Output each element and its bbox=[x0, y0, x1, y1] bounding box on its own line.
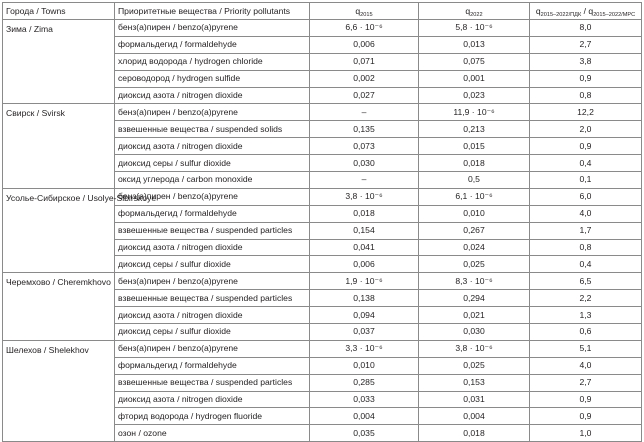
q2015-cell: 0,135 bbox=[310, 121, 419, 138]
q2015-cell: – bbox=[310, 104, 419, 121]
table-body bbox=[3, 20, 642, 442]
q2022-cell: 0,004 bbox=[419, 408, 530, 425]
header-q2022-sub: 2022 bbox=[470, 11, 483, 18]
pollutant-cell: диоксид азота / nitrogen dioxide bbox=[115, 307, 310, 324]
pollutant-cell: формальдегид / formaldehyde bbox=[115, 205, 310, 222]
q2022-cell: 0,5 bbox=[419, 172, 530, 189]
ratio-cell: 1,0 bbox=[530, 425, 642, 442]
q2022-cell: 0,267 bbox=[419, 222, 530, 239]
pollutant-cell: бенз(а)пирен / benzo(a)pyrene bbox=[115, 20, 310, 37]
table-row bbox=[3, 104, 642, 121]
q2022-cell: 0,294 bbox=[419, 290, 530, 307]
header-row bbox=[3, 3, 642, 20]
ratio-cell: 3,8 bbox=[530, 53, 642, 70]
q2022-cell: 8,3 · 10⁻⁶ bbox=[419, 273, 530, 290]
q2015-cell: 3,8 · 10⁻⁶ bbox=[310, 188, 419, 205]
ratio-cell: 12,2 bbox=[530, 104, 642, 121]
header-q2022 bbox=[419, 3, 530, 20]
ratio-cell: 4,0 bbox=[530, 205, 642, 222]
town-cell: Зима / Zima bbox=[3, 20, 115, 104]
pollutant-cell: фторид водорода / hydrogen fluoride bbox=[115, 408, 310, 425]
pollutant-cell: бенз(а)пирен / benzo(a)pyrene bbox=[115, 104, 310, 121]
pollutant-table-container bbox=[2, 2, 641, 442]
q2022-cell: 0,024 bbox=[419, 239, 530, 256]
q2022-cell: 11,9 · 10⁻⁶ bbox=[419, 104, 530, 121]
ratio-cell: 0,9 bbox=[530, 408, 642, 425]
q2022-cell: 0,021 bbox=[419, 307, 530, 324]
ratio-cell: 8,0 bbox=[530, 20, 642, 37]
q2015-cell: 0,035 bbox=[310, 425, 419, 442]
q2022-cell: 0,018 bbox=[419, 155, 530, 172]
q2022-cell: 0,031 bbox=[419, 391, 530, 408]
q2022-cell: 3,8 · 10⁻⁶ bbox=[419, 340, 530, 357]
town-cell: Шелехов / Shelekhov bbox=[3, 340, 115, 441]
q2015-cell: 0,030 bbox=[310, 155, 419, 172]
q2015-cell: 0,010 bbox=[310, 357, 419, 374]
pollutant-cell: диоксид азота / nitrogen dioxide bbox=[115, 239, 310, 256]
ratio-cell: 5,1 bbox=[530, 340, 642, 357]
ratio-cell: 0,1 bbox=[530, 172, 642, 189]
pollutant-cell: хлорид водорода / hydrogen chloride bbox=[115, 53, 310, 70]
header-q2015-sub: 2015 bbox=[360, 11, 373, 18]
pollutant-cell: бенз(а)пирен / benzo(a)pyrene bbox=[115, 188, 310, 205]
ratio-cell: 0,8 bbox=[530, 239, 642, 256]
header-q2015-base: q bbox=[355, 5, 361, 16]
q2015-cell: 0,071 bbox=[310, 53, 419, 70]
ratio-cell: 0,4 bbox=[530, 256, 642, 273]
q2015-cell: 0,002 bbox=[310, 70, 419, 87]
pollutant-cell: взвешенные вещества / suspended solids bbox=[115, 121, 310, 138]
ratio-cell: 6,0 bbox=[530, 188, 642, 205]
q2015-cell: 0,073 bbox=[310, 138, 419, 155]
q2022-cell: 0,010 bbox=[419, 205, 530, 222]
ratio-cell: 2,7 bbox=[530, 374, 642, 391]
header-ratio-sep: / q bbox=[581, 5, 594, 16]
pollutant-cell: бенз(а)пирен / benzo(a)pyrene bbox=[115, 273, 310, 290]
q2022-cell: 0,013 bbox=[419, 36, 530, 53]
header-ratio bbox=[530, 3, 642, 20]
header-ratio-sub-mpc: 2015–2022/MPC bbox=[593, 11, 636, 18]
q2022-cell: 0,018 bbox=[419, 425, 530, 442]
q2015-cell: 6,6 · 10⁻⁶ bbox=[310, 20, 419, 37]
q2022-cell: 0,030 bbox=[419, 324, 530, 341]
table-row bbox=[3, 20, 642, 37]
q2015-cell: 0,285 bbox=[310, 374, 419, 391]
header-pollutants: Приоритетные вещества / Priority pollutants bbox=[115, 3, 310, 20]
table-row bbox=[3, 273, 642, 290]
q2015-cell: 1,9 · 10⁻⁶ bbox=[310, 273, 419, 290]
header-q2015 bbox=[310, 3, 419, 20]
q2015-cell: 0,094 bbox=[310, 307, 419, 324]
pollutant-cell: взвешенные вещества / suspended particles bbox=[115, 290, 310, 307]
pollutant-cell: сероводород / hydrogen sulfide bbox=[115, 70, 310, 87]
q2015-cell: 0,006 bbox=[310, 256, 419, 273]
q2015-cell: 0,033 bbox=[310, 391, 419, 408]
q2022-cell: 0,213 bbox=[419, 121, 530, 138]
header-ratio-sub-pdk: 2015–2022/ПДК bbox=[540, 11, 582, 18]
pollutant-cell: озон / ozone bbox=[115, 425, 310, 442]
ratio-cell: 1,3 bbox=[530, 307, 642, 324]
q2022-cell: 5,8 · 10⁻⁶ bbox=[419, 20, 530, 37]
q2015-cell: 0,154 bbox=[310, 222, 419, 239]
ratio-cell: 2,0 bbox=[530, 121, 642, 138]
table-row bbox=[3, 188, 642, 205]
town-cell: Черемхово / Cheremkhovo bbox=[3, 273, 115, 341]
ratio-cell: 6,5 bbox=[530, 273, 642, 290]
q2022-cell: 0,025 bbox=[419, 357, 530, 374]
q2015-cell: 0,004 bbox=[310, 408, 419, 425]
q2022-cell: 0,075 bbox=[419, 53, 530, 70]
town-cell: Свирск / Svirsk bbox=[3, 104, 115, 188]
pollutant-cell: диоксид азота / nitrogen dioxide bbox=[115, 391, 310, 408]
q2022-cell: 0,015 bbox=[419, 138, 530, 155]
pollutant-cell: оксид углерода / carbon monoxide bbox=[115, 172, 310, 189]
pollutant-cell: бенз(а)пирен / benzo(a)pyrene bbox=[115, 340, 310, 357]
pollutant-table bbox=[2, 2, 642, 442]
q2015-cell: 0,027 bbox=[310, 87, 419, 104]
q2015-cell: 0,138 bbox=[310, 290, 419, 307]
q2022-cell: 0,153 bbox=[419, 374, 530, 391]
q2015-cell: 0,018 bbox=[310, 205, 419, 222]
pollutant-cell: диоксид азота / nitrogen dioxide bbox=[115, 87, 310, 104]
pollutant-cell: диоксид серы / sulfur dioxide bbox=[115, 256, 310, 273]
pollutant-cell: диоксид азота / nitrogen dioxide bbox=[115, 138, 310, 155]
table-header bbox=[3, 3, 642, 20]
ratio-cell: 0,9 bbox=[530, 70, 642, 87]
ratio-cell: 1,7 bbox=[530, 222, 642, 239]
pollutant-cell: взвешенные вещества / suspended particles bbox=[115, 374, 310, 391]
ratio-cell: 2,7 bbox=[530, 36, 642, 53]
ratio-cell: 0,9 bbox=[530, 138, 642, 155]
q2015-cell: 0,006 bbox=[310, 36, 419, 53]
pollutant-cell: диоксид серы / sulfur dioxide bbox=[115, 324, 310, 341]
ratio-cell: 0,9 bbox=[530, 391, 642, 408]
header-towns: Города / Towns bbox=[3, 3, 115, 20]
town-cell: Усолье-Сибирское / Usolye-Sibirskoye bbox=[3, 188, 115, 272]
ratio-cell: 0,6 bbox=[530, 324, 642, 341]
ratio-cell: 2,2 bbox=[530, 290, 642, 307]
header-q2022-base: q bbox=[465, 5, 471, 16]
pollutant-cell: взвешенные вещества / suspended particles bbox=[115, 222, 310, 239]
ratio-cell: 4,0 bbox=[530, 357, 642, 374]
header-ratio-base: q bbox=[535, 5, 541, 16]
ratio-cell: 0,8 bbox=[530, 87, 642, 104]
pollutant-cell: формальдегид / formaldehyde bbox=[115, 357, 310, 374]
q2015-cell: 0,041 bbox=[310, 239, 419, 256]
q2022-cell: 0,023 bbox=[419, 87, 530, 104]
ratio-cell: 0,4 bbox=[530, 155, 642, 172]
q2015-cell: – bbox=[310, 172, 419, 189]
q2015-cell: 0,037 bbox=[310, 324, 419, 341]
table-row bbox=[3, 340, 642, 357]
q2022-cell: 6,1 · 10⁻⁶ bbox=[419, 188, 530, 205]
pollutant-cell: диоксид серы / sulfur dioxide bbox=[115, 155, 310, 172]
q2022-cell: 0,001 bbox=[419, 70, 530, 87]
pollutant-cell: формальдегид / formaldehyde bbox=[115, 36, 310, 53]
q2022-cell: 0,025 bbox=[419, 256, 530, 273]
q2015-cell: 3,3 · 10⁻⁶ bbox=[310, 340, 419, 357]
